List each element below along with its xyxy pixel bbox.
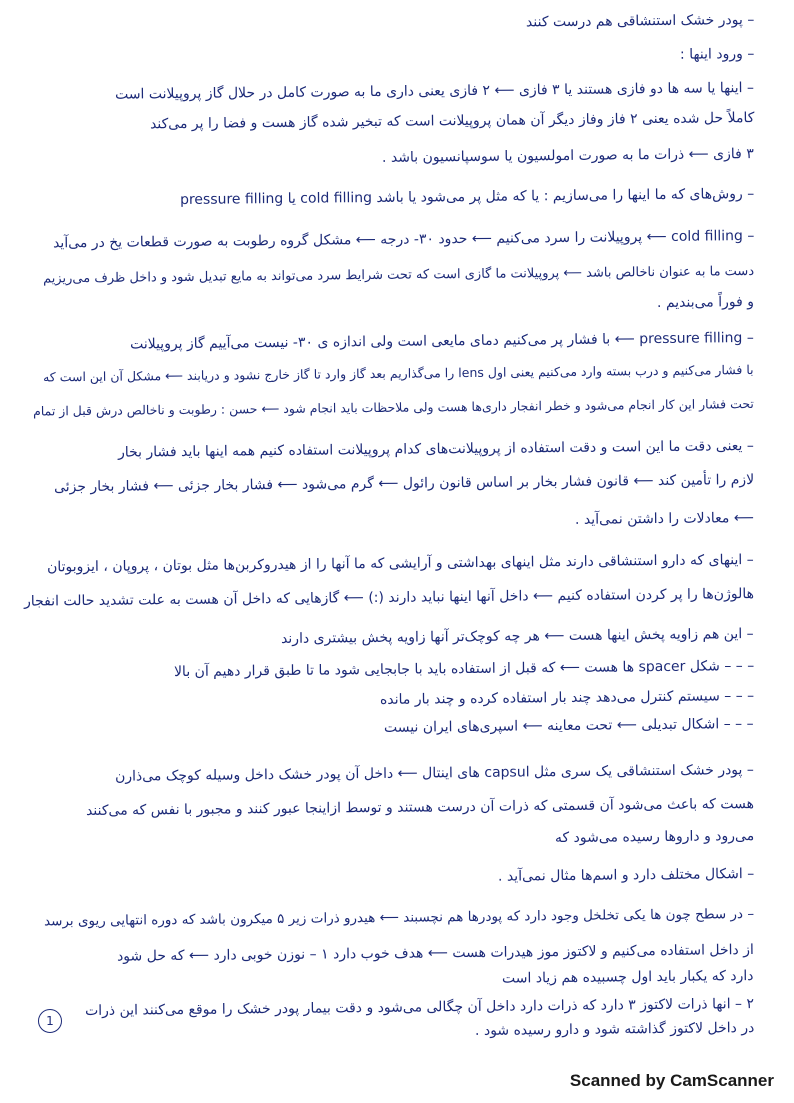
text-line: لازم را تأمین کند ⟵ قانون فشار بخار بر اساس قانون رائول ⟵ گرم می‌شود ⟵ فشار بخار جزئی ⟵ فشار بخار جزئی <box>53 472 755 496</box>
text-line: دست ما به عنوان ناخالص باشد ⟵ پروپیلانت ما گازی است که تحت شرایط سرد می‌تواند به مایع تبدیل شود و داخل ظرف می‌ریزیم <box>42 264 755 287</box>
text-line: – اینها یا سه ها دو فازی هستند یا ۳ فازی ⟵ ۲ فازی یعنی داری ما به صورت کامل در حلال گاز پروپیلانت است <box>114 80 755 103</box>
text-line: – یعنی دقت ما این است و دقت استفاده از پروپیلانت‌های کدام پروپیلانت استفاده کنیم همه اینها باید فشار بخار <box>118 438 755 461</box>
text-line: از داخل استفاده می‌کنیم و لاکتوز موز هیدرات هست ⟵ هدف خوب دارد ۱ – نوزن خوبی دارد ⟵ که حل شود <box>117 942 755 965</box>
text-line: ۳ فازی ⟵ ذرات ما به صورت امولسیون یا سوسپانسیون باشد . <box>382 146 755 166</box>
text-line: با فشار می‌کنیم و درب بسته وارد می‌کنیم یعنی اول lens را می‌گذاریم بعد گاز وارد تا گاز خارج نشود و دریابند ⟵ مشکل آن این است که <box>43 362 755 385</box>
text-line: – این هم زاویه پخش اینها هست ⟵ هر چه کوچک‌تر آنها زاویه پخش بیشتری دارند <box>281 626 755 647</box>
text-line: – اشکال مختلف دارد و اسم‌ها مثال نمی‌آید . <box>497 866 755 885</box>
text-line: – روش‌های که ما اینها را می‌سازیم : یا که مثل پر می‌شود یا باشد cold filling یا pressure filling <box>179 186 755 209</box>
page-number: 1 <box>38 1009 62 1033</box>
text-line: ۲ – انها ذرات لاکتوز ۳ دارد که ذرات دارد داخل آن چگالی می‌شود و دقت بیمار پودر خشک را موقع می‌کنند این ذرات <box>84 996 755 1020</box>
scanner-watermark: Scanned by CamScanner <box>569 1071 774 1090</box>
text-line: تحت فشار این کار انجام می‌شود و خطر انفجار داری‌ها هست ولی ملاحظات باید انجام شود ⟵ حسن : رطوبت و ناخالص درش قبل از تمام <box>33 396 755 419</box>
text-line: – ورود اینها : <box>679 46 755 63</box>
text-line: – پودر خشک استنشاقی هم درست کنند <box>525 12 755 31</box>
text-line: در داخل لاکتوز گذاشته شود و دارو رسیده شود . <box>474 1020 755 1039</box>
text-line: – – – سیستم کنترل می‌دهد چند بار استفاده کرده و چند بار مانده <box>379 688 755 708</box>
text-line: هست که باعث می‌شود آن قسمتی که ذرات آن درست هستند و توسط ازاینجا عبور کنند و مجبور با نفس که می‌کنند <box>85 796 755 819</box>
text-line: – – – شکل spacer ها هست ⟵ که قبل از استفاده باید با جابجایی شود ما تا طبق قرار دهیم آن بالا <box>173 658 755 681</box>
text-line: – پودر خشک استنشاقی یک سری مثل capsul های اینتال ⟵ داخل آن پودر خشک داخل وسیله کوچک می‌ذارن <box>115 762 755 785</box>
text-line: می‌رود و داروها رسیده می‌شود که <box>554 828 755 847</box>
text-line: و فوراً می‌بندیم . <box>656 294 755 312</box>
text-line: – – – اشکال تبدیلی ⟵ تحت معاینه ⟵ اسپری‌های ایران نیست <box>384 716 755 736</box>
text-line: کاملاً حل شده یعنی ۲ فاز وفاز دیگر آن همان پروپیلانت است که تبخیر شده گاز هست و فضا را پر می‌کند <box>149 110 755 133</box>
text-line: – در سطح چون ها یکی تخلخل وجود دارد که پودرها هم نچسبند ⟵ هیدرو ذرات زیر ۵ میکرون باشد که دوره انتهایی ریوی برسد <box>43 906 755 930</box>
text-line: ⟵ معادلات را داشتن نمی‌آید . <box>575 510 755 528</box>
text-line: دارد که یکبار باید اول چسبیده هم زیاد است <box>502 968 755 987</box>
text-line: – pressure filling ⟵ با فشار پر می‌کنیم دمای مایعی است ولی اندازه ی ۳۰- نیست می‌آییم گاز پروپیلانت <box>130 330 755 353</box>
text-line: – cold filling ⟵ پروپیلانت را سرد می‌کنیم ⟵ حدود ۳۰- درجه ⟵ مشکل گروه رطوبت به صورت قطعات یخ در می‌آید <box>52 228 755 252</box>
text-line: هالوژن‌ها را پر کردن استفاده کنیم ⟵ داخل آنها اینها نباید دارند (:) ⟵ گازهایی که داخل آن هست به علت تشدید حالت انفجار <box>24 586 755 610</box>
text-line: – اینهای که دارو استنشاقی دارند مثل اینهای بهداشتی و آرایشی که ما آنها را از هیدروکربن‌ها مثل بوتان ، پروپان ، ایزوبوتان <box>47 552 755 576</box>
